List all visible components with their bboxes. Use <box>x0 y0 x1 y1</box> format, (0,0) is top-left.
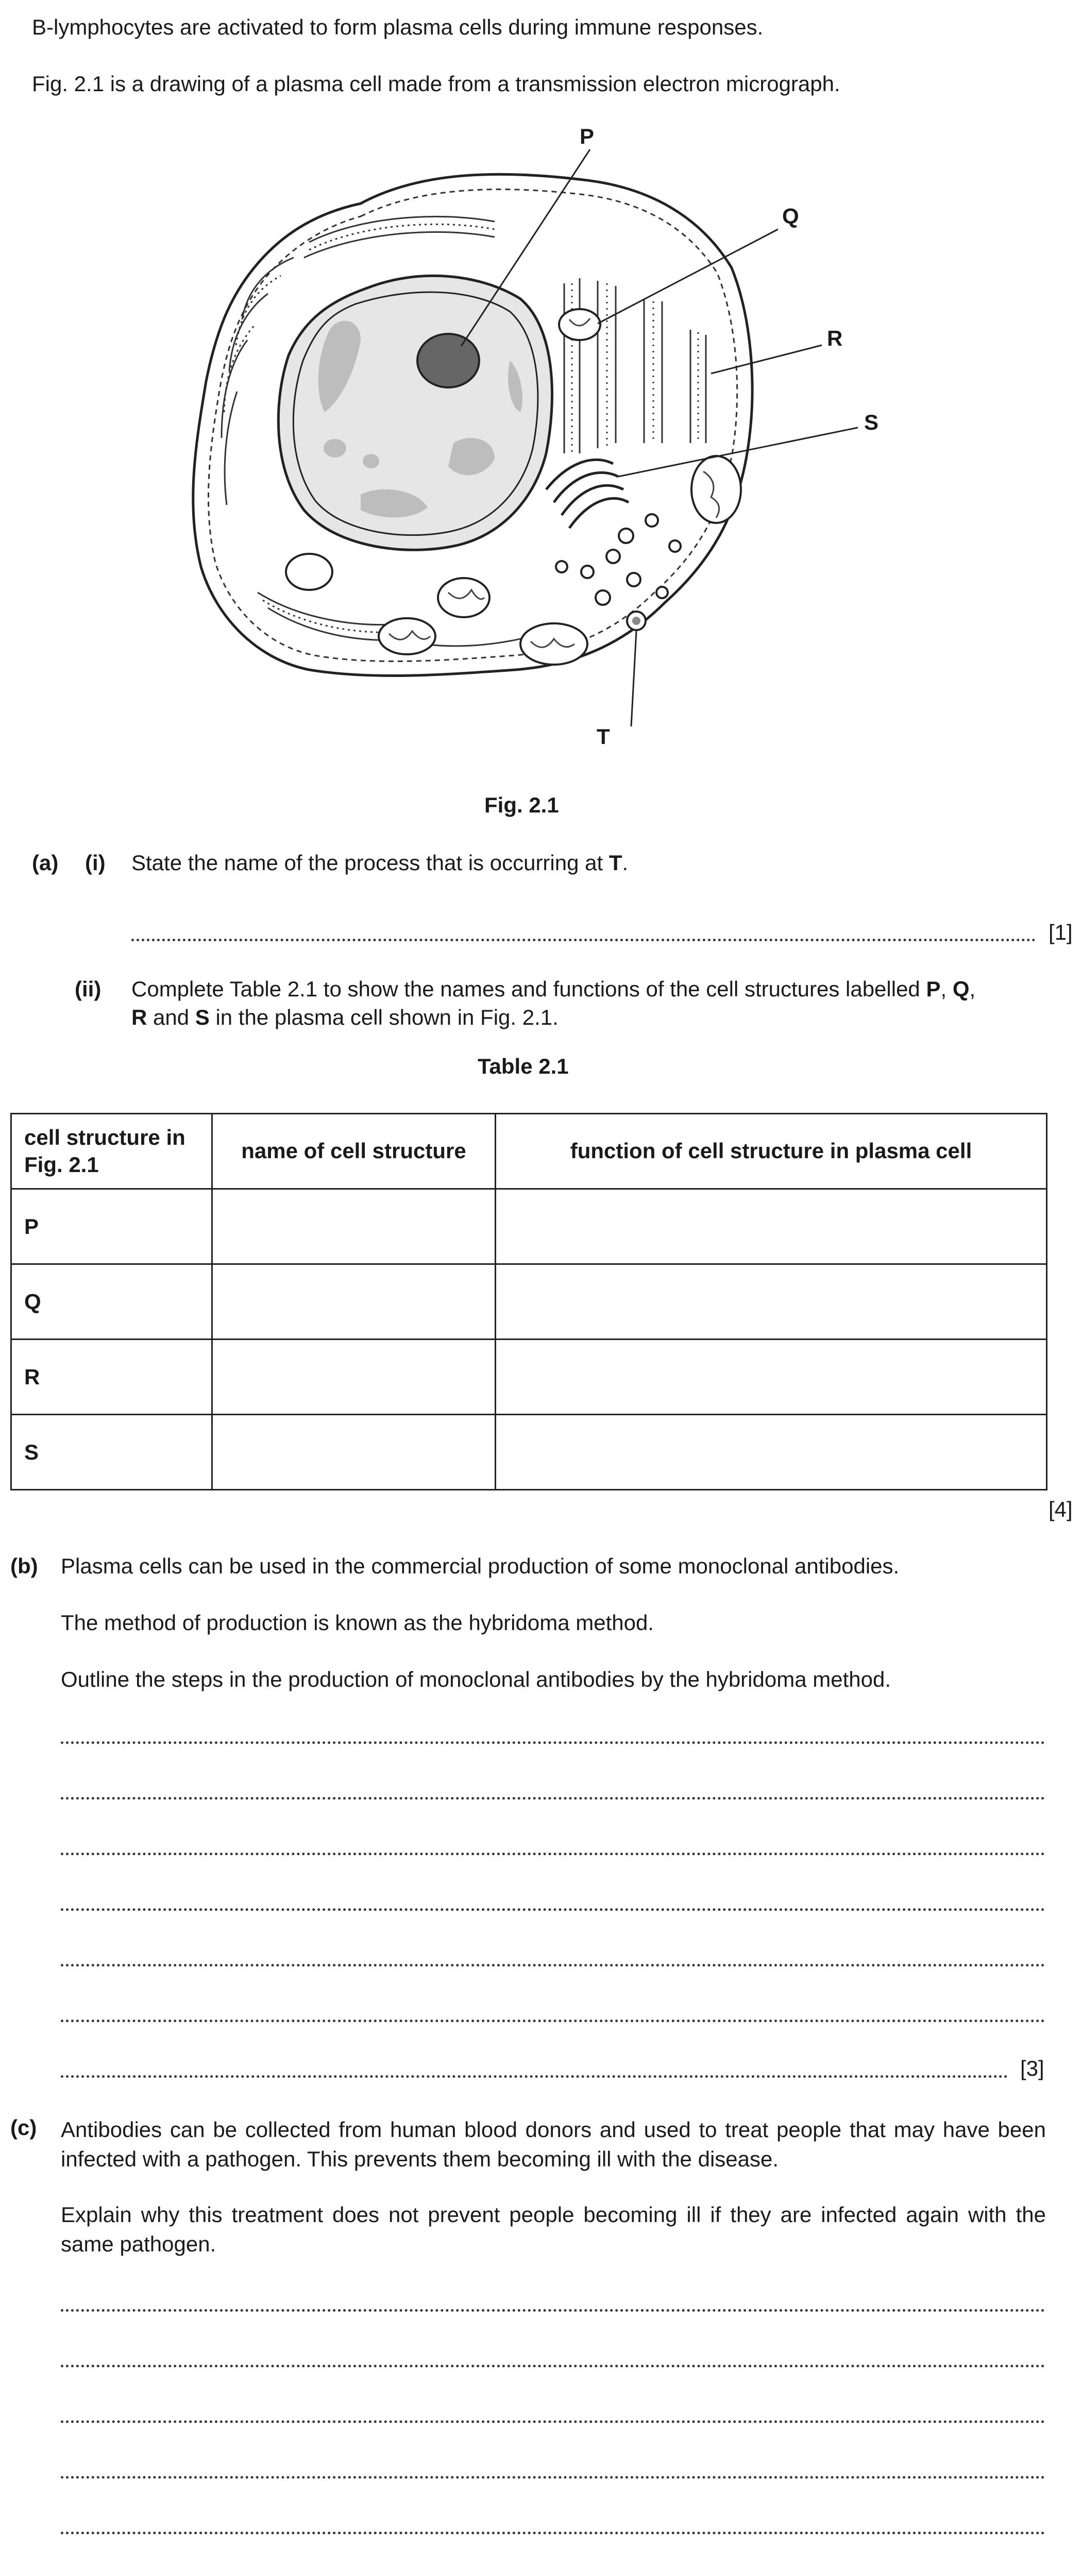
answer-line-a-i[interactable] <box>131 939 1036 941</box>
intro-line-1: B-lymphocytes are activated to form plasma cells during immune responses. <box>32 15 764 39</box>
part-c-label: (c) <box>10 2115 37 2140</box>
figure-label-r: R <box>827 326 843 350</box>
row-label-s: S <box>11 1415 212 1490</box>
figure-label-q: Q <box>782 204 799 228</box>
part-c-para-2: Explain why this treatment does not prevent people becoming ill if they are infected again with the same pathogen. <box>61 2202 1046 2256</box>
answer-line-c-4[interactable] <box>61 2476 1045 2479</box>
answer-cell-name-p[interactable] <box>212 1189 496 1264</box>
plasma-cell-diagram <box>0 113 1082 824</box>
marks-a-i: [1] <box>1049 920 1073 944</box>
figure-label-t: T <box>597 724 610 749</box>
answer-line-b-1[interactable] <box>61 1741 1045 1744</box>
answer-line-c-3[interactable] <box>61 2420 1045 2423</box>
row-label-q: Q <box>11 1264 212 1340</box>
answer-cell-function-r[interactable] <box>496 1340 1047 1415</box>
table-header-row <box>11 1114 1047 1189</box>
nucleolus <box>417 334 479 387</box>
marks-b: [3] <box>1020 2056 1044 2080</box>
answer-line-c-2[interactable] <box>61 2365 1045 2367</box>
answer-cell-name-r[interactable] <box>212 1340 496 1415</box>
marks-a-ii: [4] <box>1049 1497 1073 1521</box>
answer-cell-name-s[interactable] <box>212 1415 496 1490</box>
part-b-label: (b) <box>10 1554 38 1578</box>
answer-line-c-1[interactable] <box>61 2309 1045 2312</box>
table-row <box>11 1415 1047 1490</box>
header-function: function of cell structure in plasma cell <box>496 1114 1047 1189</box>
row-label-p: P <box>11 1189 212 1264</box>
part-b-para-2: The method of production is known as the hybridoma method. <box>61 1611 654 1635</box>
row-label-r: R <box>11 1340 212 1415</box>
figure-caption: Fig. 2.1 <box>484 793 559 817</box>
part-a-ii-label: (ii) <box>75 977 102 1001</box>
table-row <box>11 1340 1047 1415</box>
answer-cell-name-q[interactable] <box>212 1264 496 1340</box>
table-2-1 <box>10 1113 1047 1490</box>
answer-line-b-7[interactable] <box>61 2075 1008 2078</box>
part-c-para-1: Antibodies can be collected from human blood donors and used to treat people that may have been infected with a pathogen. This prevents them becoming ill with the disease. <box>61 2117 1046 2171</box>
intro-line-2: Fig. 2.1 is a drawing of a plasma cell made from a transmission electron micrograph. <box>32 72 840 96</box>
answer-line-b-3[interactable] <box>61 1853 1045 1855</box>
answer-cell-function-q[interactable] <box>496 1264 1047 1340</box>
header-name: name of cell structure <box>212 1114 496 1189</box>
part-b-para-3: Outline the steps in the production of monoclonal antibodies by the hybridoma method. <box>61 1667 891 1691</box>
answer-cell-function-p[interactable] <box>496 1189 1047 1264</box>
table-title: Table 2.1 <box>478 1054 569 1078</box>
table-row <box>11 1264 1047 1340</box>
answer-line-b-6[interactable] <box>61 2020 1045 2022</box>
figure-label-p: P <box>580 124 595 148</box>
answer-line-c-5[interactable] <box>61 2532 1045 2534</box>
figure-label-s: S <box>864 410 879 434</box>
answer-line-b-5[interactable] <box>61 1964 1045 1967</box>
answer-line-b-4[interactable] <box>61 1908 1045 1911</box>
header-cell-structure: cell structure in Fig. 2.1 <box>11 1114 212 1189</box>
part-a-i-label: (i) <box>85 851 106 875</box>
part-a-label: (a) <box>32 851 59 875</box>
part-a-ii-line-1: Complete Table 2.1 to show the names and functions of the cell structures labelled P, Q, <box>131 977 976 1001</box>
answer-cell-function-s[interactable] <box>496 1415 1047 1490</box>
table-row <box>11 1189 1047 1264</box>
part-a-i-question: State the name of the process that is occurring at T. <box>131 851 629 875</box>
part-a-ii-line-2: R and S in the plasma cell shown in Fig. 2.1. <box>131 1005 559 1029</box>
part-b-para-1: Plasma cells can be used in the commercial production of some monoclonal antibodies. <box>61 1554 900 1578</box>
answer-line-b-2[interactable] <box>61 1797 1045 1800</box>
